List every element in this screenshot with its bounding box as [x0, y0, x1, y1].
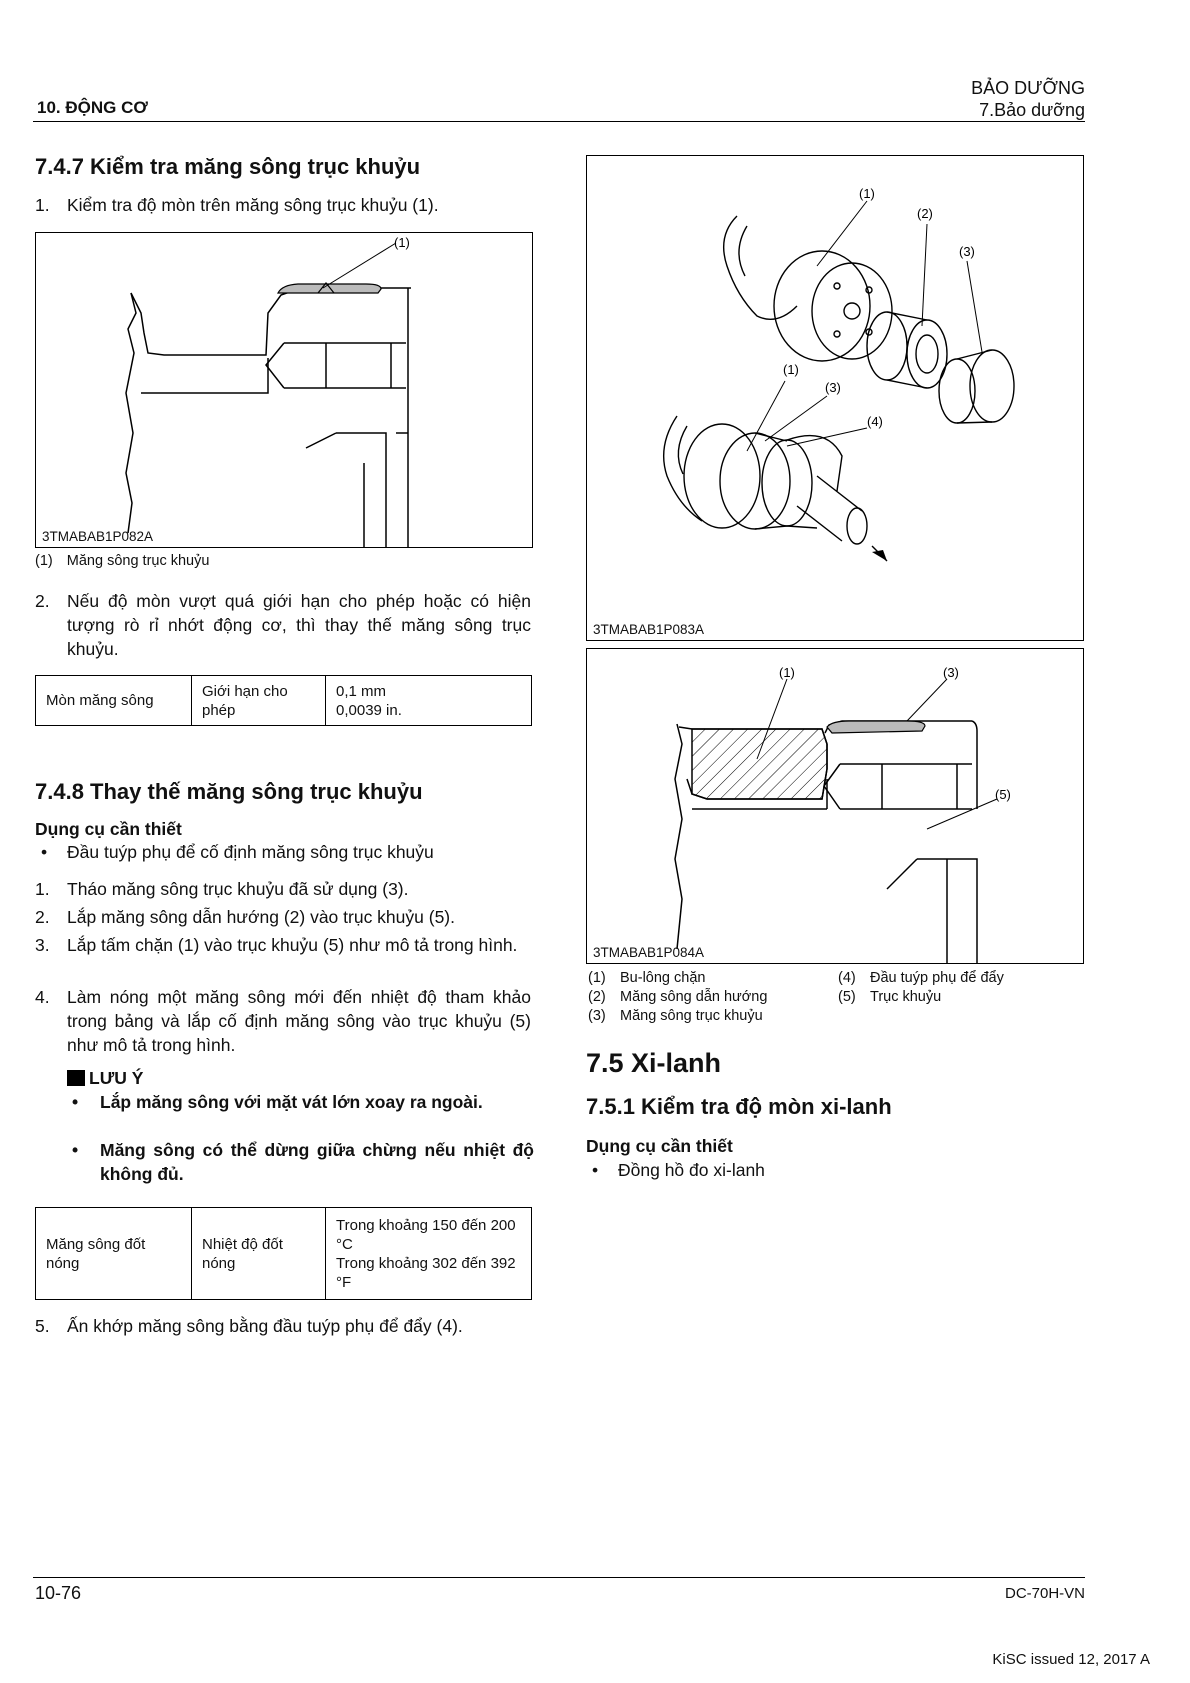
step-text: Ấn khớp măng sông bằng đầu tuýp phụ để đẩy (4). — [67, 1316, 463, 1336]
figure-code: 3TMABAB1P084A — [593, 945, 705, 960]
caption-text: Măng sông trục khuỷu — [620, 1008, 763, 1024]
limit-in: 0,0039 in. — [336, 701, 402, 719]
note-text: Măng sông có thể dừng giữa chừng nếu nhiệt độ không đủ. — [100, 1140, 534, 1184]
note-square-icon — [67, 1070, 85, 1086]
crankshaft-sleeve-diagram — [36, 233, 532, 547]
wear-limit-table — [35, 675, 532, 726]
section-sub: 7.Bảo dưỡng — [979, 100, 1085, 120]
caption-list-right — [838, 969, 1078, 1007]
cell-allowable-limit: Giới hạn cho phép — [192, 676, 326, 726]
caption-number: (5) — [838, 989, 856, 1005]
caption-text: Trục khuỷu — [870, 989, 942, 1005]
cell-heated-sleeve: Măng sông đốt nóng — [36, 1208, 192, 1300]
step-number: 1. — [35, 879, 50, 899]
fig-084-label-3: (3) — [943, 665, 959, 680]
tools-title-75: Dụng cụ cần thiết — [586, 1136, 733, 1156]
caption-item — [588, 1007, 848, 1026]
heating-temp-table — [35, 1207, 532, 1300]
note-title-text: LƯU Ý — [89, 1068, 144, 1088]
note-text: Lắp măng sông với mặt vát lớn xoay ra ngoài. — [100, 1092, 483, 1112]
caption-text: Bu-lông chặn — [620, 970, 706, 986]
cell-heating-temp: Nhiệt độ đốt nóng — [192, 1208, 326, 1300]
caption-item — [838, 988, 1078, 1007]
tool-text: Đầu tuýp phụ để cố định măng sông trục khuỷu — [67, 842, 434, 862]
step-number: 5. — [35, 1316, 50, 1336]
tools-title: Dụng cụ cần thiết — [35, 819, 182, 839]
section-747-title: 7.4.7 Kiểm tra măng sông trục khuỷu — [35, 154, 421, 179]
step-text: Kiểm tra độ mòn trên măng sông trục khuỷu (1). — [67, 195, 439, 215]
step-text: Lắp măng sông dẫn hướng (2) vào trục khuỷu (5). — [67, 907, 455, 927]
step-text: Lắp tấm chặn (1) vào trục khuỷu (5) như mô tả trong hình. — [67, 935, 518, 955]
fig-083-label-3b: (3) — [825, 380, 841, 395]
sleeve-position-diagram — [587, 649, 1083, 963]
temp-fahrenheit: Trong khoảng 302 đến 392 °F — [336, 1254, 516, 1291]
fig-083-label-3a: (3) — [959, 244, 975, 259]
step-text: Tháo măng sông trục khuỷu đã sử dụng (3). — [67, 879, 409, 899]
cell-temp-value — [326, 1208, 532, 1300]
caption-item — [838, 969, 1078, 988]
caption-text: Măng sông dẫn hướng — [620, 989, 768, 1005]
caption-747 — [35, 552, 209, 571]
step-text: Nếu độ mòn vượt quá giới hạn cho phép hoặc có hiện tượng rò rỉ nhớt động cơ, thì thay thế măng sông trục khuỷu. — [67, 591, 531, 659]
section-748-title: 7.4.8 Thay thế măng sông trục khuỷu — [35, 779, 423, 804]
header-rule — [33, 121, 1085, 122]
caption-number: (2) — [588, 989, 606, 1005]
step-text: Làm nóng một măng sông mới đến nhiệt độ tham khảo trong bảng và lắp cố định măng sông vào trục khuỷu (5) như mô tả trong hình. — [67, 987, 531, 1055]
fig-084-label-5: (5) — [995, 787, 1011, 802]
step-number: 4. — [35, 987, 50, 1007]
figure-code: 3TMABAB1P082A — [42, 529, 154, 544]
caption-number: (1) — [588, 970, 606, 986]
caption-number: (3) — [588, 1008, 606, 1024]
section-top: BẢO DƯỠNG — [971, 78, 1085, 98]
footer-rule — [33, 1577, 1085, 1578]
issued-info: KiSC issued 12, 2017 A — [992, 1651, 1150, 1668]
figure-082 — [35, 232, 533, 548]
fig-082-label-1: (1) — [394, 235, 410, 250]
caption-item — [588, 969, 848, 988]
cell-limit-value — [326, 676, 532, 726]
chapter-title: 10. ĐỘNG CƠ — [37, 98, 148, 117]
bullet: • — [72, 1092, 79, 1112]
step-number: 2. — [35, 591, 50, 611]
figure-code: 3TMABAB1P083A — [593, 622, 705, 637]
page-number: 10-76 — [35, 1583, 82, 1603]
fig-083-label-2: (2) — [917, 206, 933, 221]
section-75-title: 7.5 Xi-lanh — [586, 1048, 722, 1078]
fig-083-label-1b: (1) — [783, 362, 799, 377]
caption-text: Đầu tuýp phụ để đẩy — [870, 970, 1004, 986]
fig-084-label-1: (1) — [779, 665, 795, 680]
doc-code: DC-70H-VN — [1004, 1585, 1085, 1602]
step-number: 2. — [35, 907, 50, 927]
section-751-title: 7.5.1 Kiểm tra độ mòn xi-lanh — [586, 1094, 892, 1119]
figure-084 — [586, 648, 1084, 964]
caption-number: (4) — [838, 970, 856, 986]
step-number: 1. — [35, 195, 50, 215]
fig-083-label-1a: (1) — [859, 186, 875, 201]
caption-item — [588, 988, 848, 1007]
figure-083 — [586, 155, 1084, 641]
limit-mm: 0,1 mm — [336, 682, 387, 700]
caption-list-left — [588, 969, 848, 1026]
section-header — [971, 77, 1085, 121]
bullet: • — [592, 1160, 599, 1180]
step-number: 3. — [35, 935, 50, 955]
tool-text: Đồng hồ đo xi-lanh — [618, 1160, 765, 1180]
caption-text: Măng sông trục khuỷu — [66, 553, 210, 569]
sleeve-install-diagram — [587, 156, 1083, 640]
temp-celsius: Trong khoảng 150 đến 200 °C — [336, 1216, 516, 1253]
bullet: • — [72, 1140, 79, 1160]
note-title — [67, 1066, 143, 1090]
caption-number: (1) — [35, 553, 53, 569]
cell-sleeve-wear: Mòn măng sông — [36, 676, 192, 726]
fig-083-label-4: (4) — [867, 414, 883, 429]
bullet: • — [41, 842, 48, 862]
